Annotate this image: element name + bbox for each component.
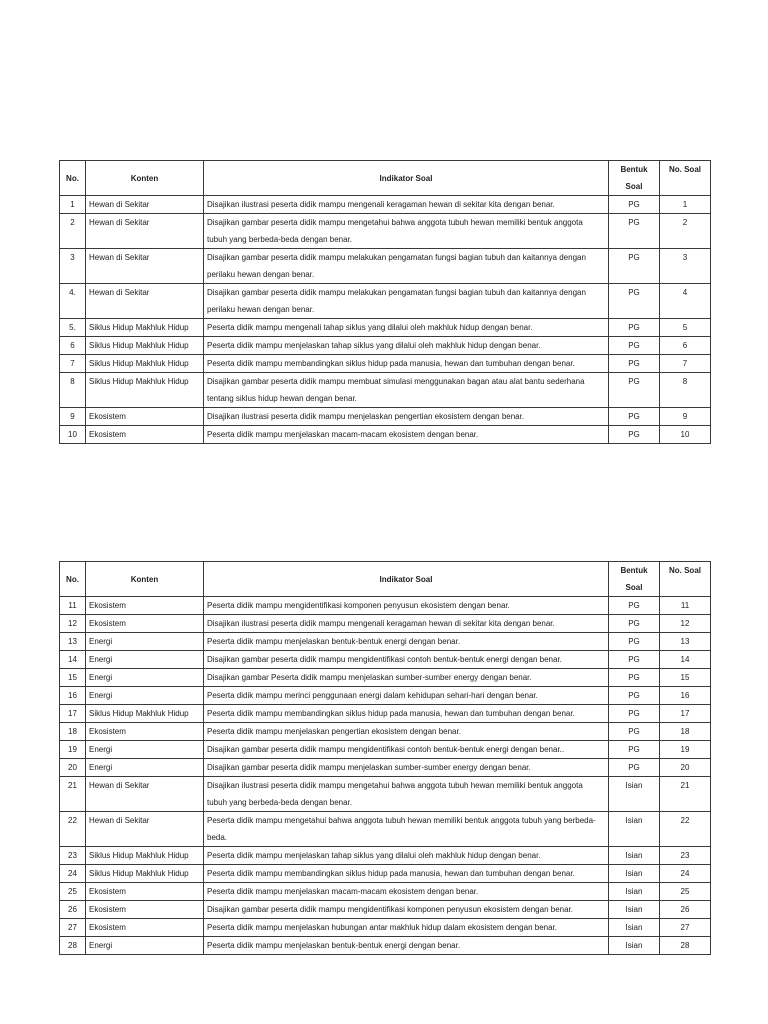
row-number: 6 — [60, 337, 86, 355]
header-bentuk-soal — [609, 562, 660, 597]
row-bentuk-soal: PG — [609, 705, 660, 723]
table-row — [60, 705, 711, 723]
row-konten: Energi — [86, 651, 204, 669]
row-bentuk-soal: PG — [609, 723, 660, 741]
row-konten: Energi — [86, 937, 204, 955]
row-number: 13 — [60, 633, 86, 651]
row-konten: Energi — [86, 669, 204, 687]
row-bentuk-soal: Isian — [609, 777, 660, 812]
table-row — [60, 408, 711, 426]
row-indikator: Peserta didik mampu menjelaskan macam-macam ekosistem dengan benar. — [204, 426, 609, 444]
row-bentuk-soal: PG — [609, 284, 660, 319]
row-konten: Hewan di Sekitar — [86, 196, 204, 214]
row-konten: Energi — [86, 687, 204, 705]
row-bentuk-soal: Isian — [609, 812, 660, 847]
row-number: 17 — [60, 705, 86, 723]
row-indikator: Peserta didik mampu menjelaskan bentuk-bentuk energi dengan benar. — [204, 937, 609, 955]
row-indikator: Peserta didik mampu menjelaskan macam-macam ekosistem dengan benar. — [204, 883, 609, 901]
row-no-soal: 5 — [660, 319, 711, 337]
table-row — [60, 373, 711, 408]
table-header-row — [60, 562, 711, 597]
row-no-soal: 15 — [660, 669, 711, 687]
row-indikator: Disajikan gambar peserta didik mampu mengidentifikasi contoh bentuk-bentuk energi dengan benar.. — [204, 741, 609, 759]
row-bentuk-soal: PG — [609, 426, 660, 444]
row-no-soal: 22 — [660, 812, 711, 847]
row-no-soal: 19 — [660, 741, 711, 759]
row-indikator: Peserta didik mampu menjelaskan bentuk-bentuk energi dengan benar. — [204, 633, 609, 651]
header-konten: Konten — [86, 562, 204, 597]
row-konten: Ekosistem — [86, 615, 204, 633]
row-no-soal: 17 — [660, 705, 711, 723]
header-bentuk-line1: Bentuk — [620, 165, 648, 174]
row-konten: Siklus Hidup Makhluk Hidup — [86, 847, 204, 865]
row-number: 22 — [60, 812, 86, 847]
row-number: 21 — [60, 777, 86, 812]
row-konten: Siklus Hidup Makhluk Hidup — [86, 865, 204, 883]
table-row — [60, 847, 711, 865]
row-no-soal: 1 — [660, 196, 711, 214]
row-konten: Energi — [86, 759, 204, 777]
table-row — [60, 723, 711, 741]
row-bentuk-soal: Isian — [609, 919, 660, 937]
row-bentuk-soal: PG — [609, 355, 660, 373]
row-no-soal: 12 — [660, 615, 711, 633]
row-konten: Siklus Hidup Makhluk Hidup — [86, 337, 204, 355]
row-number: 1 — [60, 196, 86, 214]
row-konten: Ekosistem — [86, 883, 204, 901]
table-row — [60, 687, 711, 705]
row-number: 14 — [60, 651, 86, 669]
row-no-soal: 25 — [660, 883, 711, 901]
row-bentuk-soal: PG — [609, 669, 660, 687]
table-row — [60, 865, 711, 883]
row-no-soal: 13 — [660, 633, 711, 651]
row-indikator: Disajikan ilustrasi peserta didik mampu mengetahui bahwa anggota tubuh hewan memiliki bentuk anggota tubuh yang berbeda-beda dengan benar. — [204, 777, 609, 812]
table-row — [60, 812, 711, 847]
row-number: 25 — [60, 883, 86, 901]
header-konten: Konten — [86, 161, 204, 196]
row-bentuk-soal: PG — [609, 408, 660, 426]
row-number: 26 — [60, 901, 86, 919]
row-no-soal: 26 — [660, 901, 711, 919]
row-number: 9 — [60, 408, 86, 426]
table-row — [60, 651, 711, 669]
header-no-soal: No. Soal — [660, 562, 711, 597]
row-number: 12 — [60, 615, 86, 633]
row-konten: Ekosistem — [86, 597, 204, 615]
table-body — [60, 196, 711, 444]
row-konten: Ekosistem — [86, 919, 204, 937]
table-row — [60, 759, 711, 777]
row-number: 15 — [60, 669, 86, 687]
table-row — [60, 883, 711, 901]
row-bentuk-soal: PG — [609, 687, 660, 705]
row-konten: Siklus Hidup Makhluk Hidup — [86, 355, 204, 373]
row-bentuk-soal: PG — [609, 633, 660, 651]
row-no-soal: 11 — [660, 597, 711, 615]
row-no-soal: 24 — [660, 865, 711, 883]
row-bentuk-soal: Isian — [609, 937, 660, 955]
table-row — [60, 284, 711, 319]
row-number: 19 — [60, 741, 86, 759]
row-no-soal: 2 — [660, 214, 711, 249]
table-row — [60, 214, 711, 249]
row-indikator: Disajikan gambar peserta didik mampu melakukan pengamatan fungsi bagian tubuh dan kaitannya dengan perilaku hewan dengan benar. — [204, 284, 609, 319]
row-number: 28 — [60, 937, 86, 955]
table-row — [60, 741, 711, 759]
row-indikator: Peserta didik mampu menjelaskan pengertian ekosistem dengan benar. — [204, 723, 609, 741]
header-indikator: Indikator Soal — [204, 562, 609, 597]
row-number: 8 — [60, 373, 86, 408]
row-bentuk-soal: PG — [609, 615, 660, 633]
row-indikator: Peserta didik mampu mengidentifikasi komponen penyusun ekosistem dengan benar. — [204, 597, 609, 615]
row-number: 16 — [60, 687, 86, 705]
table-row — [60, 249, 711, 284]
table-row — [60, 669, 711, 687]
row-number: 23 — [60, 847, 86, 865]
indicator-table-1 — [59, 160, 711, 444]
row-no-soal: 8 — [660, 373, 711, 408]
row-bentuk-soal: PG — [609, 249, 660, 284]
row-konten: Siklus Hidup Makhluk Hidup — [86, 705, 204, 723]
table-row — [60, 777, 711, 812]
header-bentuk-line1: Bentuk — [620, 566, 648, 575]
header-no: No. — [60, 562, 86, 597]
row-no-soal: 9 — [660, 408, 711, 426]
indicator-table-2 — [59, 561, 711, 955]
row-no-soal: 3 — [660, 249, 711, 284]
row-no-soal: 4 — [660, 284, 711, 319]
header-bentuk-soal — [609, 161, 660, 196]
table-row — [60, 426, 711, 444]
row-indikator: Peserta didik mampu membandingkan siklus hidup pada manusia, hewan dan tumbuhan dengan benar. — [204, 865, 609, 883]
row-konten: Ekosistem — [86, 426, 204, 444]
row-indikator: Peserta didik mampu menjelaskan tahap siklus yang dilalui oleh makhluk hidup dengan benar. — [204, 847, 609, 865]
row-bentuk-soal: PG — [609, 373, 660, 408]
table-body — [60, 597, 711, 955]
row-indikator: Disajikan gambar peserta didik mampu melakukan pengamatan fungsi bagian tubuh dan kaitannya dengan perilaku hewan dengan benar. — [204, 249, 609, 284]
row-konten: Energi — [86, 741, 204, 759]
row-indikator: Disajikan gambar Peserta didik mampu menjelaskan sumber-sumber energy dengan benar. — [204, 669, 609, 687]
row-indikator: Disajikan ilustrasi peserta didik mampu mengenali keragaman hewan di sekitar kita dengan benar. — [204, 615, 609, 633]
row-no-soal: 28 — [660, 937, 711, 955]
row-bentuk-soal: PG — [609, 759, 660, 777]
row-konten: Energi — [86, 633, 204, 651]
row-no-soal: 27 — [660, 919, 711, 937]
table-row — [60, 937, 711, 955]
row-no-soal: 10 — [660, 426, 711, 444]
row-bentuk-soal: PG — [609, 597, 660, 615]
row-indikator: Peserta didik mampu menjelaskan hubungan antar makhluk hidup dalam ekosistem dengan benar. — [204, 919, 609, 937]
row-number: 18 — [60, 723, 86, 741]
row-bentuk-soal: Isian — [609, 901, 660, 919]
row-indikator: Disajikan gambar peserta didik mampu mengidentifikasi contoh bentuk-bentuk energi dengan benar. — [204, 651, 609, 669]
table-row — [60, 919, 711, 937]
table-header-row — [60, 161, 711, 196]
row-bentuk-soal: Isian — [609, 865, 660, 883]
table-row — [60, 597, 711, 615]
row-no-soal: 6 — [660, 337, 711, 355]
header-no-soal: No. Soal — [660, 161, 711, 196]
row-konten: Ekosistem — [86, 901, 204, 919]
row-bentuk-soal: PG — [609, 319, 660, 337]
row-number: 2 — [60, 214, 86, 249]
table-row — [60, 633, 711, 651]
row-konten: Hewan di Sekitar — [86, 812, 204, 847]
row-number: 7 — [60, 355, 86, 373]
row-number: 20 — [60, 759, 86, 777]
row-bentuk-soal: Isian — [609, 883, 660, 901]
row-no-soal: 23 — [660, 847, 711, 865]
row-konten: Siklus Hidup Makhluk Hidup — [86, 319, 204, 337]
table-row — [60, 337, 711, 355]
row-no-soal: 18 — [660, 723, 711, 741]
row-bentuk-soal: PG — [609, 741, 660, 759]
row-indikator: Peserta didik mampu menjelaskan tahap siklus yang dilalui oleh makhluk hidup dengan benar. — [204, 337, 609, 355]
row-no-soal: 20 — [660, 759, 711, 777]
row-bentuk-soal: PG — [609, 337, 660, 355]
row-number: 11 — [60, 597, 86, 615]
table-row — [60, 196, 711, 214]
row-indikator: Disajikan gambar peserta didik mampu mengetahui bahwa anggota tubuh hewan memiliki bentuk anggota tubuh yang berbeda-beda dengan benar. — [204, 214, 609, 249]
row-bentuk-soal: Isian — [609, 847, 660, 865]
row-konten: Hewan di Sekitar — [86, 284, 204, 319]
row-konten: Siklus Hidup Makhluk Hidup — [86, 373, 204, 408]
row-indikator: Disajikan gambar peserta didik mampu membuat simulasi menggunakan bagan atau alat bantu sederhana tentang siklus hidup hewan dengan benar. — [204, 373, 609, 408]
header-no: No. — [60, 161, 86, 196]
row-indikator: Peserta didik mampu membandingkan siklus hidup pada manusia, hewan dan tumbuhan dengan benar. — [204, 355, 609, 373]
row-konten: Hewan di Sekitar — [86, 777, 204, 812]
row-number: 3 — [60, 249, 86, 284]
row-indikator: Disajikan ilustrasi peserta didik mampu menjelaskan pengertian ekosistem dengan benar. — [204, 408, 609, 426]
row-konten: Hewan di Sekitar — [86, 249, 204, 284]
row-indikator: Disajikan gambar peserta didik mampu menjelaskan sumber-sumber energy dengan benar. — [204, 759, 609, 777]
header-indikator: Indikator Soal — [204, 161, 609, 196]
row-no-soal: 7 — [660, 355, 711, 373]
header-bentuk-line2: Soal — [625, 583, 643, 592]
row-bentuk-soal: PG — [609, 651, 660, 669]
row-number: 24 — [60, 865, 86, 883]
row-number: 5. — [60, 319, 86, 337]
row-indikator: Peserta didik mampu mengetahui bahwa anggota tubuh hewan memiliki bentuk anggota tubuh yang berbeda-beda. — [204, 812, 609, 847]
row-no-soal: 21 — [660, 777, 711, 812]
row-no-soal: 14 — [660, 651, 711, 669]
row-indikator: Peserta didik mampu mengenali tahap siklus yang dilalui oleh makhluk hidup dengan benar. — [204, 319, 609, 337]
table-row — [60, 355, 711, 373]
row-bentuk-soal: PG — [609, 196, 660, 214]
table-row — [60, 615, 711, 633]
row-konten: Ekosistem — [86, 723, 204, 741]
table-row — [60, 319, 711, 337]
row-indikator: Peserta didik mampu merinci penggunaan energi dalam kehidupan sehari-hari dengan benar. — [204, 687, 609, 705]
row-indikator: Disajikan ilustrasi peserta didik mampu mengenali keragaman hewan di sekitar kita dengan benar. — [204, 196, 609, 214]
row-number: 4. — [60, 284, 86, 319]
table-row — [60, 901, 711, 919]
row-number: 10 — [60, 426, 86, 444]
row-konten: Ekosistem — [86, 408, 204, 426]
row-no-soal: 16 — [660, 687, 711, 705]
header-bentuk-line2: Soal — [625, 182, 643, 191]
row-konten: Hewan di Sekitar — [86, 214, 204, 249]
row-indikator: Disajikan gambar peserta didik mampu mengidentifikasi komponen penyusun ekosistem dengan benar. — [204, 901, 609, 919]
row-bentuk-soal: PG — [609, 214, 660, 249]
row-number: 27 — [60, 919, 86, 937]
row-indikator: Peserta didik mampu membandingkan siklus hidup pada manusia, hewan dan tumbuhan dengan benar. — [204, 705, 609, 723]
